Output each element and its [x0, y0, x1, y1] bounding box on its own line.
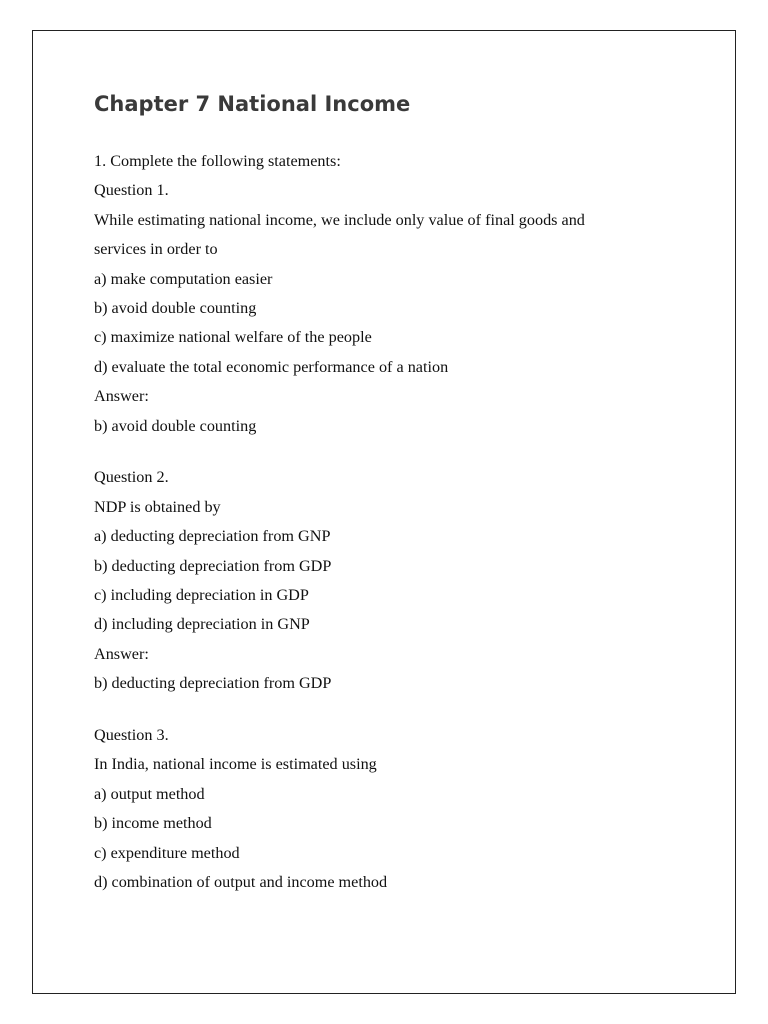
question-3-option-d: d) combination of output and income method — [94, 872, 388, 891]
question-3-option-b: b) income method — [94, 814, 212, 833]
question-3-label: Question 3. — [94, 726, 169, 745]
question-1-option-b: b) avoid double counting — [94, 298, 257, 317]
question-content — [94, 147, 714, 897]
question-2-stem: NDP is obtained by — [94, 497, 221, 516]
question-3-option-c: c) expenditure method — [94, 843, 240, 862]
question-2-option-c: c) including depreciation in GDP — [94, 585, 309, 604]
question-2-option-a: a) deducting depreciation from GNP — [94, 527, 331, 546]
chapter-title: Chapter 7 National Income — [94, 92, 411, 116]
question-1-option-d: d) evaluate the total economic performance of a nation — [94, 357, 449, 376]
instruction-line: 1. Complete the following statements: — [94, 152, 341, 170]
section-spacer — [94, 699, 714, 722]
question-1-stem-line-2: services in order to — [94, 240, 218, 259]
question-1-option-a: a) make computation easier — [94, 269, 273, 288]
question-3-stem: In India, national income is estimated using — [94, 755, 377, 774]
question-1-answer: b) avoid double counting — [94, 416, 257, 435]
question-2-label: Question 2. — [94, 468, 169, 487]
question-2-answer: b) deducting depreciation from GDP — [94, 674, 332, 693]
document-page — [32, 30, 736, 994]
question-3-option-a: a) output method — [94, 784, 205, 803]
question-1-label: Question 1. — [94, 181, 169, 200]
question-2-answer-label: Answer: — [94, 644, 149, 663]
question-2-option-b: b) deducting depreciation from GDP — [94, 556, 332, 575]
question-1-option-c: c) maximize national welfare of the people — [94, 328, 372, 347]
question-1-answer-label: Answer: — [94, 387, 149, 406]
question-2-option-d: d) including depreciation in GNP — [94, 615, 310, 634]
question-1-stem-line-1: While estimating national income, we include only value of final goods and — [94, 210, 585, 229]
section-spacer — [94, 441, 714, 464]
